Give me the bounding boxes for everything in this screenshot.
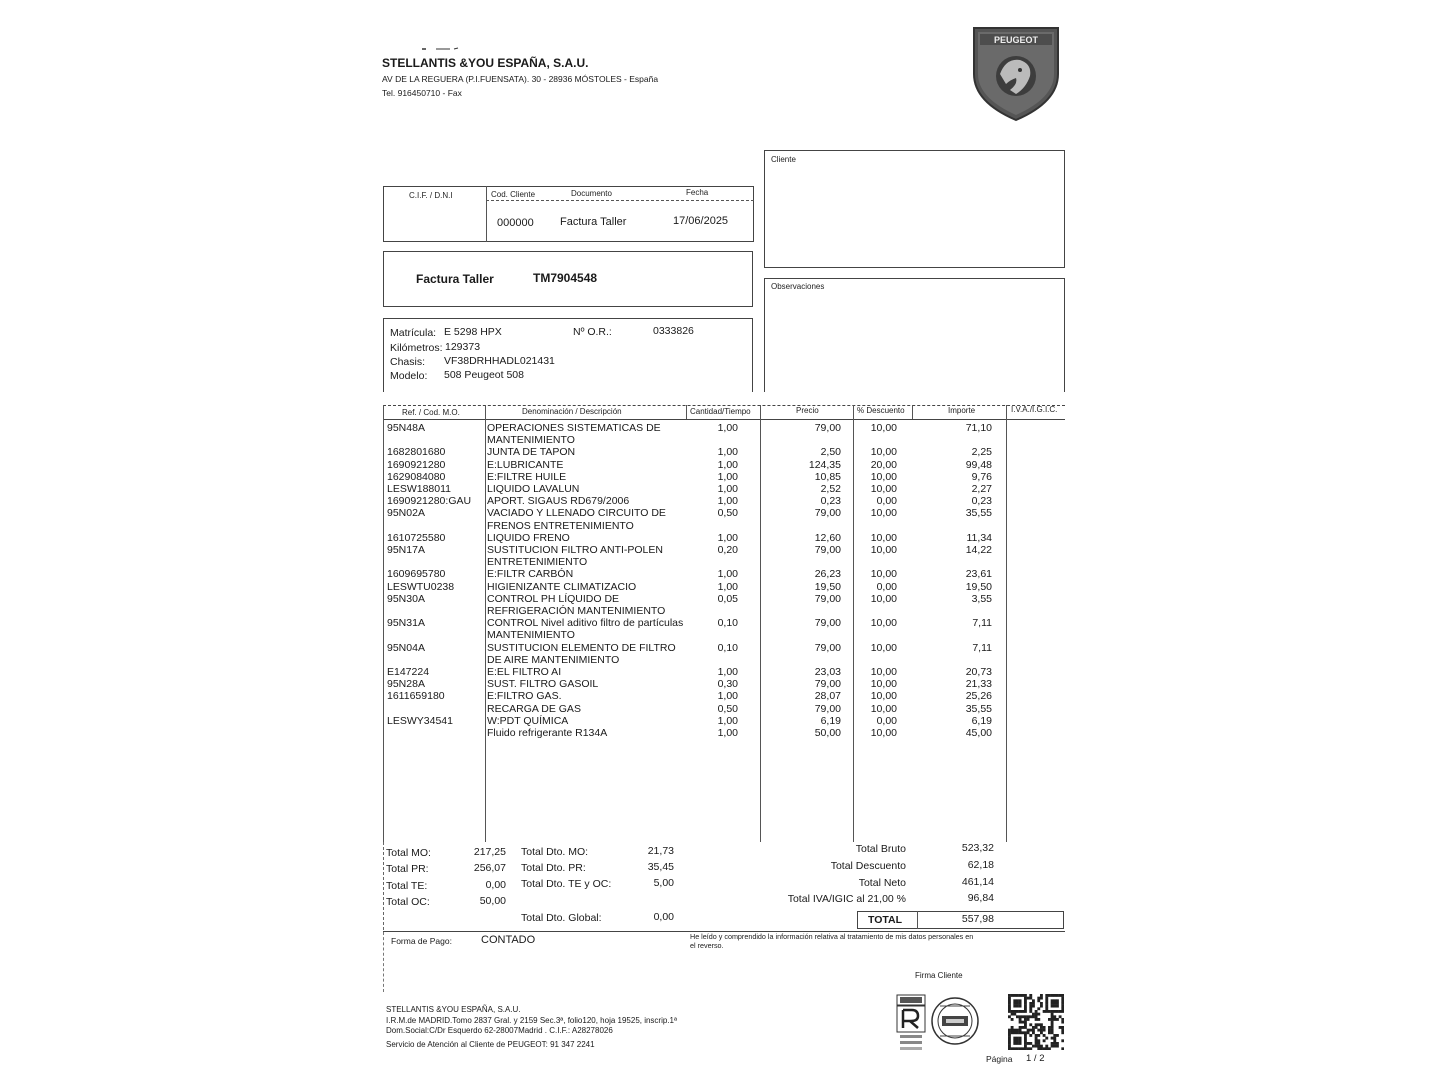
total-iva-value: 96,84	[967, 892, 994, 904]
footer-company: STELLANTIS &YOU ESPAÑA, S.A.U.	[386, 1005, 521, 1014]
company-name: STELLANTIS &YOU ESPAÑA, S.A.U.	[382, 56, 589, 70]
line-ref: E147224	[387, 666, 430, 678]
total-mo-value: 217,25	[473, 846, 506, 858]
qr-code	[1008, 994, 1064, 1050]
line-price: 19,50	[814, 580, 841, 593]
total-pr-value: 256,07	[473, 862, 506, 874]
line-amount: 71,10	[965, 422, 992, 434]
km-label: Kilómetros:	[390, 342, 443, 354]
line-price: 2,50	[820, 446, 841, 459]
or-label: Nº O.R.:	[573, 326, 612, 338]
observaciones-box	[764, 278, 1065, 392]
table-row	[383, 727, 1065, 739]
total-te-value: 0,00	[485, 879, 506, 891]
line-quantity: 1,00	[717, 568, 738, 581]
line-amount: 21,33	[965, 678, 992, 691]
line-quantity: 1,00	[717, 531, 738, 544]
line-price: 6,19	[820, 714, 841, 727]
payment-label: Forma de Pago:	[391, 936, 452, 946]
footer-domicile: Dom.Social:C/Dr Esquerdo 62-28007Madrid . C.I.F.: A28278026	[386, 1026, 613, 1035]
line-description: LIQUIDO FRENO	[487, 531, 570, 544]
aenor-logo	[896, 994, 926, 1052]
line-description: E:LUBRICANTE	[487, 458, 564, 471]
line-quantity: 1,00	[717, 470, 738, 483]
line-quantity: 1,00	[717, 714, 738, 727]
line-quantity: 1,00	[717, 495, 738, 508]
total-oc-label: Total OC:	[386, 896, 430, 908]
fecha-value: 17/06/2025	[673, 215, 729, 227]
line-quantity: 1,00	[717, 690, 738, 703]
line-ref: LESWTU0238	[387, 580, 455, 593]
line-amount: 3,55	[971, 592, 992, 605]
line-ref: 1629084080	[387, 470, 446, 483]
line-ref: 95N28A	[387, 678, 425, 691]
total-dto-global-value: 0,00	[653, 911, 674, 923]
line-discount: 10,00	[870, 678, 897, 691]
company-phone: Tel. 916450710 - Fax	[382, 88, 462, 98]
table-row	[383, 459, 1065, 471]
line-ref: 95N30A	[387, 592, 425, 605]
table-row	[383, 483, 1065, 495]
total-descuento-label: Total Descuento	[830, 860, 906, 872]
line-description: W:PDT QUÍMICA	[487, 714, 569, 727]
line-amount: 7,11	[972, 617, 992, 630]
lines-col-divider-dto	[912, 405, 913, 419]
line-description: HIGIENIZANTE CLIMATIZACIO	[487, 580, 637, 593]
line-discount: 10,00	[870, 702, 897, 715]
table-row	[383, 544, 1065, 568]
line-price: 10,85	[814, 470, 841, 483]
col-iva-label: I.V.A./I.G.I.C.	[1011, 405, 1058, 414]
line-discount: 0,00	[876, 495, 897, 508]
line-quantity: 1,00	[717, 580, 738, 593]
line-price: 23,03	[814, 666, 841, 678]
total-box-divider	[917, 911, 918, 929]
line-price: 0,23	[820, 495, 841, 508]
line-description: VACIADO Y LLENADO CIRCUITO DE	[487, 507, 666, 520]
line-amount: 20,73	[965, 666, 992, 678]
line-price: 2,52	[820, 483, 841, 495]
line-ref: LESWY34541	[387, 714, 453, 727]
line-discount: 10,00	[870, 690, 897, 703]
line-amount: 9,76	[971, 470, 992, 483]
line-ref: 95N04A	[387, 641, 425, 654]
table-row	[383, 642, 1065, 666]
line-ref: 1609695780	[387, 568, 446, 581]
line-amount: 23,61	[965, 568, 992, 581]
fecha-label: Fecha	[686, 188, 709, 197]
line-discount: 0,00	[876, 714, 897, 727]
iqnet-logo	[930, 996, 980, 1046]
table-row	[383, 690, 1065, 702]
line-quantity: 1,00	[717, 666, 738, 678]
line-description: LIQUIDO LAVALUN	[487, 483, 580, 495]
line-discount: 20,00	[870, 458, 897, 471]
line-price: 26,23	[814, 568, 841, 581]
table-row	[383, 581, 1065, 593]
line-quantity: 1,00	[717, 446, 738, 459]
line-ref: 1611659180	[387, 690, 445, 703]
aenor-er-icon	[896, 994, 926, 1052]
line-discount: 10,00	[870, 470, 897, 483]
line-amount: 6,19	[971, 714, 992, 727]
line-discount: 10,00	[870, 446, 897, 459]
lines-col-divider-desc	[686, 405, 687, 419]
total-mo-label: Total MO:	[386, 847, 431, 859]
line-quantity: 1,00	[717, 422, 738, 434]
col-precio-label: Precio	[796, 406, 819, 415]
total-dto-pr-label: Total Dto. PR:	[521, 862, 586, 874]
line-price: 79,00	[814, 641, 841, 654]
documento-value: Factura Taller	[560, 216, 627, 228]
line-description: SUSTITUCION FILTRO ANTI-POLEN	[487, 544, 663, 556]
total-dto-te-value: 5,00	[653, 877, 674, 889]
cod-cliente-value: 000000	[497, 217, 534, 229]
line-price: 79,00	[814, 702, 841, 715]
line-description: REFRIGERACIÓN MANTENIMIENTO	[487, 604, 666, 617]
line-price: 12,60	[814, 531, 841, 544]
line-price: 79,00	[814, 544, 841, 556]
table-row	[383, 507, 1065, 531]
documento-label: Documento	[571, 189, 612, 198]
line-discount: 10,00	[870, 617, 897, 630]
total-dto-mo-value: 21,73	[647, 845, 674, 857]
line-amount: 2,25	[971, 446, 992, 459]
line-price: 79,00	[814, 617, 841, 630]
privacy-text-1: He leído y comprendido la información relativa al tratamiento de mis datos personales en	[690, 932, 974, 941]
line-amount: 99,48	[965, 458, 992, 471]
line-description: E:FILTRE HUILE	[487, 470, 567, 483]
lines-table-body	[383, 422, 1065, 842]
table-row	[383, 703, 1065, 715]
line-price: 79,00	[814, 592, 841, 605]
line-quantity: 0,10	[717, 617, 738, 630]
line-quantity: 0,30	[717, 678, 738, 691]
total-dto-global-label: Total Dto. Global:	[521, 912, 602, 924]
line-description: MANTENIMIENTO	[487, 434, 575, 447]
total-pr-label: Total PR:	[386, 863, 429, 875]
line-description: E:FILTR CARBÓN	[487, 568, 574, 581]
line-quantity: 0,50	[717, 702, 738, 715]
table-row	[383, 715, 1065, 727]
chasis-value: VF38DRHHADL021431	[444, 355, 555, 367]
header-divider	[486, 186, 487, 242]
page-number: 1 / 2	[1026, 1053, 1045, 1064]
line-discount: 10,00	[870, 544, 897, 556]
line-discount: 10,00	[870, 641, 897, 654]
line-discount: 10,00	[870, 483, 897, 495]
line-quantity: 1,00	[717, 727, 738, 739]
line-description: CONTROL Nivel aditivo filtro de partículas	[487, 617, 684, 630]
qr-code-icon	[1008, 994, 1064, 1050]
line-description: OPERACIONES SISTEMATICAS DE	[487, 422, 661, 434]
line-amount: 35,55	[965, 507, 992, 520]
privacy-text-2: el reverso.	[690, 941, 724, 950]
or-value: 0333826	[653, 325, 694, 337]
line-price: 79,00	[814, 507, 841, 520]
line-description: ENTRETENIMIENTO	[487, 556, 588, 569]
table-row	[383, 446, 1065, 458]
line-price: 50,00	[814, 727, 841, 739]
line-description: RECARGA DE GAS	[487, 702, 581, 715]
line-price: 124,35	[808, 458, 841, 471]
line-ref: 1610725580	[387, 531, 446, 544]
svg-text:PEUGEOT: PEUGEOT	[993, 35, 1039, 45]
footer-service: Servicio de Atención al Cliente de PEUGEOT: 91 347 2241	[386, 1040, 595, 1049]
line-discount: 10,00	[870, 507, 897, 520]
payment-value: CONTADO	[481, 934, 536, 946]
line-price: 79,00	[814, 422, 841, 434]
col-dto-label: % Descuento	[857, 406, 905, 415]
line-description: SUSTITUCION ELEMENTO DE FILTRO	[487, 641, 676, 654]
page-label: Página	[986, 1054, 1013, 1064]
chasis-label: Chasis:	[390, 356, 426, 368]
line-description: APORT. SIGAUS RD679/2006	[487, 495, 630, 508]
line-description: DE AIRE MANTENIMIENTO	[487, 653, 620, 666]
observaciones-label: Observaciones	[771, 282, 825, 291]
line-amount: 14,22	[965, 544, 992, 556]
total-dto-mo-label: Total Dto. MO:	[521, 846, 589, 858]
line-ref: 1690921280:GAU	[387, 495, 472, 508]
line-ref: 95N02A	[387, 507, 425, 520]
header-row-divider	[486, 200, 754, 201]
table-row	[383, 532, 1065, 544]
peugeot-lion-shield-icon	[970, 24, 1062, 122]
line-quantity: 1,00	[717, 458, 738, 471]
col-cant-label: Cantidad/Tiempo	[690, 407, 751, 416]
modelo-label: Modelo:	[390, 370, 428, 382]
line-discount: 10,00	[870, 666, 897, 678]
iqnet-seal-icon	[930, 996, 980, 1046]
line-description: JUNTA DE TAPON	[487, 446, 576, 459]
footer-registry: I.R.M.de MADRID.Tomo 2837 Gral. y 2159 Sec.3ª, folio120, hoja 19525, inscrip.1ª	[386, 1016, 677, 1025]
matricula-value: E 5298 HPX	[444, 326, 502, 338]
col-ref-label: Ref. / Cod. M.O.	[402, 408, 460, 417]
line-discount: 10,00	[870, 422, 897, 434]
line-description: Fluido refrigerante R134A	[487, 727, 608, 739]
line-amount: 7,11	[972, 641, 992, 654]
line-amount: 0,23	[971, 495, 992, 508]
km-value: 129373	[445, 341, 481, 353]
line-quantity: 0,10	[717, 641, 738, 654]
line-quantity: 1,00	[717, 483, 738, 495]
line-description: FRENOS ENTRETENIMIENTO	[487, 519, 634, 532]
line-discount: 10,00	[870, 592, 897, 605]
total-neto-label: Total Neto	[858, 877, 906, 889]
line-description: SUST. FILTRO GASOIL	[487, 678, 599, 691]
scan-mark	[422, 38, 462, 42]
table-row	[383, 593, 1065, 617]
line-price: 28,07	[814, 690, 841, 703]
line-price: 79,00	[814, 678, 841, 691]
totals-left-border	[383, 842, 384, 930]
line-ref: 95N17A	[387, 544, 425, 556]
total-dto-te-label: Total Dto. TE y OC:	[521, 878, 612, 890]
firma-cliente-label: Firma Cliente	[915, 971, 963, 980]
total-oc-value: 50,00	[479, 895, 506, 907]
total-bruto-value: 523,32	[961, 842, 994, 854]
table-row	[383, 422, 1065, 446]
total-te-label: Total TE:	[386, 880, 428, 892]
invoice-type: Factura Taller	[416, 272, 494, 286]
line-amount: 35,55	[965, 702, 992, 715]
line-discount: 0,00	[876, 580, 897, 593]
table-row	[383, 568, 1065, 580]
line-ref: 1682801680	[387, 446, 446, 459]
line-quantity: 0,50	[717, 507, 738, 520]
col-importe-label: Importe	[948, 406, 976, 415]
matricula-label: Matrícula:	[390, 327, 437, 339]
company-address: AV DE LA REGUERA (P.I.FUENSATA). 30 - 28936 MÓSTOLES - España	[382, 74, 659, 84]
line-ref: 95N31A	[387, 617, 425, 630]
total-label: TOTAL	[868, 914, 903, 926]
line-description: CONTROL PH LÍQUIDO DE	[487, 592, 620, 605]
line-description: MANTENIMIENTO	[487, 629, 575, 642]
line-amount: 25,26	[965, 690, 992, 703]
total-descuento-value: 62,18	[967, 859, 994, 871]
line-quantity: 0,20	[717, 544, 738, 556]
table-row	[383, 678, 1065, 690]
line-quantity: 0,05	[717, 592, 738, 605]
line-ref: 95N48A	[387, 422, 425, 434]
line-description: E:FILTRO GAS.	[487, 690, 562, 703]
total-iva-label: Total IVA/IGIC al 21,00 %	[787, 893, 906, 905]
line-amount: 11,34	[966, 531, 992, 544]
table-row	[383, 495, 1065, 507]
modelo-value: 508 Peugeot 508	[444, 369, 524, 381]
line-ref: 1690921280	[387, 458, 446, 471]
peugeot-logo	[970, 24, 1062, 122]
scan-mark-lines-icon	[422, 47, 462, 51]
table-row	[383, 471, 1065, 483]
total-neto-value: 461,14	[961, 876, 994, 888]
line-amount: 45,00	[965, 727, 992, 739]
cliente-box	[764, 150, 1065, 268]
invoice-number: TM7904548	[533, 271, 598, 285]
line-discount: 10,00	[870, 568, 897, 581]
total-bruto-label: Total Bruto	[855, 843, 906, 855]
table-row	[383, 666, 1065, 678]
line-discount: 10,00	[870, 727, 897, 739]
vehicle-box	[383, 318, 753, 392]
line-description: E:EL FILTRO AI	[487, 666, 562, 678]
total-dto-pr-value: 35,45	[647, 861, 674, 873]
col-desc-label: Denominación / Descripción	[522, 407, 622, 416]
cod-cliente-label: Cod. Cliente	[491, 190, 536, 199]
table-row	[383, 617, 1065, 641]
line-amount: 2,27	[971, 483, 992, 495]
total-value: 557,98	[961, 913, 994, 925]
cif-label: C.I.F. / D.N.I	[409, 191, 453, 200]
line-ref: LESW188011	[387, 483, 452, 495]
payment-left-border	[383, 932, 384, 992]
line-amount: 19,50	[965, 580, 992, 593]
line-discount: 10,00	[870, 531, 897, 544]
cliente-label: Cliente	[771, 155, 796, 164]
